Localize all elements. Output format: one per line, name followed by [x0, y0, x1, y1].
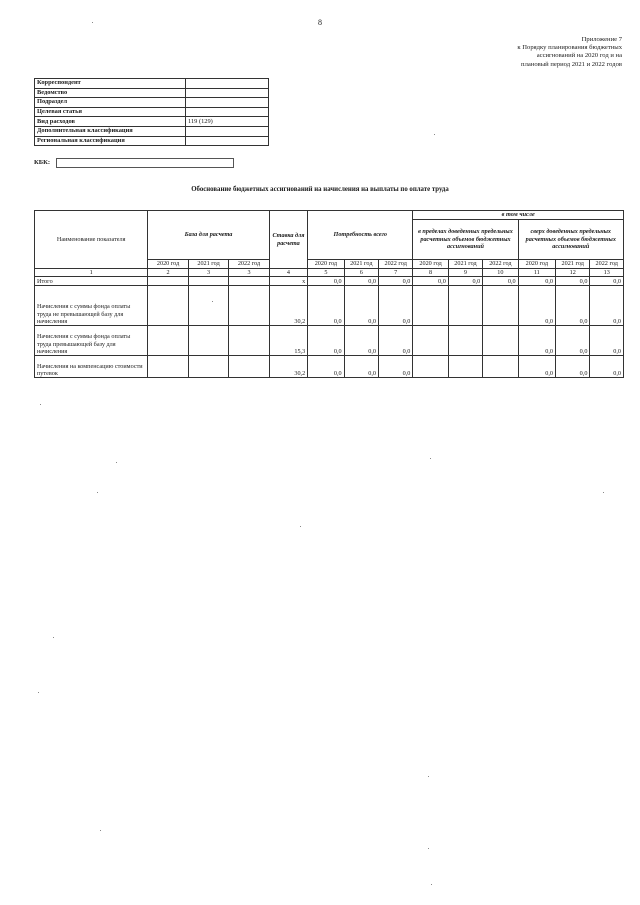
scan-speck: [100, 830, 101, 831]
value-cell: 0,0: [344, 326, 378, 356]
value-cell: 0,0: [556, 286, 590, 326]
meta-value: [186, 88, 269, 98]
value-cell: 0,0: [590, 286, 624, 326]
year-cell: 2021 год: [556, 260, 590, 269]
scan-speck: [300, 526, 301, 527]
base-cell: [229, 356, 269, 378]
year-cell: 2020 год: [308, 260, 344, 269]
value-cell: [448, 286, 482, 326]
calculation-table: [34, 210, 624, 378]
meta-value: [186, 107, 269, 117]
value-cell: 0,0: [344, 286, 378, 326]
value-cell: 0,0: [556, 356, 590, 378]
value-cell: 0,0: [308, 326, 344, 356]
scan-speck: [434, 134, 435, 135]
scan-speck: [430, 458, 431, 459]
header-base: База для расчета: [148, 211, 269, 260]
value-cell: 0,0: [308, 286, 344, 326]
year-cell: 2020 год: [148, 260, 188, 269]
base-cell: [229, 326, 269, 356]
base-cell: [188, 277, 228, 286]
column-number: 2: [148, 269, 188, 277]
header-within-limits: в пределах доведенных предельных расчетных объемов бюджетных ассигнований: [413, 220, 518, 260]
meta-value: [186, 98, 269, 108]
meta-row: [35, 79, 269, 89]
meta-value: [186, 126, 269, 136]
column-number: 3: [229, 269, 269, 277]
column-number: 5: [308, 269, 344, 277]
value-cell: 0,0: [378, 356, 412, 378]
value-cell: 0,0: [308, 277, 344, 286]
year-cell: 2022 год: [378, 260, 412, 269]
value-cell: 0,0: [378, 277, 412, 286]
meta-row: [35, 117, 269, 127]
appendix-line: к Порядку планирования бюджетных: [517, 44, 622, 52]
column-number-row: [35, 269, 624, 277]
header-name: Наименование показателя: [35, 211, 148, 269]
rate-cell: х: [269, 277, 307, 286]
year-cell: 2022 год: [590, 260, 624, 269]
base-cell: [229, 286, 269, 326]
rate-cell: 15,3: [269, 326, 307, 356]
base-cell: [229, 277, 269, 286]
row-name: Начисления с суммы фонда оплаты труда не превышающей базу для начисления: [35, 286, 148, 326]
value-cell: 0,0: [378, 286, 412, 326]
meta-value: 119 (129): [186, 117, 269, 127]
meta-row: [35, 88, 269, 98]
meta-value: [186, 79, 269, 89]
value-cell: 0,0: [344, 356, 378, 378]
value-cell: [483, 356, 518, 378]
scan-speck: [38, 692, 39, 693]
appendix-line: Приложение 7: [581, 36, 622, 43]
value-cell: [413, 356, 448, 378]
scan-speck: [603, 492, 604, 493]
value-cell: [413, 286, 448, 326]
table-row: [35, 326, 624, 356]
value-cell: 0,0: [556, 277, 590, 286]
year-cell: 2021 год: [188, 260, 228, 269]
scan-speck: [116, 462, 117, 463]
scan-speck: [428, 776, 429, 777]
year-cell: 2021 год: [344, 260, 378, 269]
year-cell: 2022 год: [229, 260, 269, 269]
scan-speck: [97, 492, 98, 493]
value-cell: 0,0: [448, 277, 482, 286]
appendix-line: ассигнований на 2020 год и на: [536, 52, 622, 60]
header-need: Потребность всего: [308, 211, 413, 260]
meta-label: Подраздел: [35, 98, 186, 108]
year-cell: 2021 год: [448, 260, 482, 269]
value-cell: 0,0: [483, 277, 518, 286]
value-cell: 0,0: [518, 326, 555, 356]
column-number: 4: [269, 269, 307, 277]
table-row: [35, 286, 624, 326]
column-number: 9: [448, 269, 482, 277]
value-cell: 0,0: [590, 356, 624, 378]
base-cell: [148, 356, 188, 378]
base-cell: [188, 326, 228, 356]
base-cell: [188, 356, 228, 378]
scan-speck: [53, 637, 54, 638]
year-cell: 2022 год: [483, 260, 518, 269]
value-cell: [413, 326, 448, 356]
column-number: 8: [413, 269, 448, 277]
column-number: 3: [188, 269, 228, 277]
value-cell: 0,0: [344, 277, 378, 286]
year-cell: 2020 год: [413, 260, 448, 269]
value-cell: 0,0: [308, 356, 344, 378]
header-rate: Ставка для расчета: [269, 211, 307, 269]
meta-label: Вид расходов: [35, 117, 186, 127]
base-cell: [148, 326, 188, 356]
scan-speck: [40, 404, 41, 405]
meta-row: [35, 98, 269, 108]
meta-label: Корреспондент: [35, 79, 186, 89]
meta-row: [35, 126, 269, 136]
column-number: 12: [556, 269, 590, 277]
meta-row: [35, 107, 269, 117]
value-cell: 0,0: [590, 277, 624, 286]
rate-cell: 30,2: [269, 356, 307, 378]
value-cell: 0,0: [413, 277, 448, 286]
meta-label: Ведомство: [35, 88, 186, 98]
column-number: 7: [378, 269, 412, 277]
column-number: 13: [590, 269, 624, 277]
value-cell: [448, 356, 482, 378]
base-cell: [188, 286, 228, 326]
meta-label: Региональная классификация: [35, 136, 186, 146]
value-cell: [483, 326, 518, 356]
value-cell: 0,0: [518, 356, 555, 378]
row-name: Начисления на компенсацию стоимости путевок: [35, 356, 148, 378]
value-cell: 0,0: [590, 326, 624, 356]
classification-table: [34, 78, 269, 146]
scan-speck: [428, 848, 429, 849]
header-including: в том числе: [413, 211, 624, 220]
column-number: 6: [344, 269, 378, 277]
base-cell: [148, 286, 188, 326]
row-name: Начисления с суммы фонда оплаты труда превышающей базу для начисления: [35, 326, 148, 356]
appendix-line: плановый период 2021 и 2022 годов: [521, 60, 622, 68]
rate-cell: 30,2: [269, 286, 307, 326]
value-cell: [483, 286, 518, 326]
value-cell: 0,0: [556, 326, 590, 356]
year-cell: 2020 год: [518, 260, 555, 269]
appendix-note: [412, 36, 622, 69]
value-cell: [448, 326, 482, 356]
value-cell: 0,0: [518, 286, 555, 326]
column-number: 10: [483, 269, 518, 277]
meta-row: [35, 136, 269, 146]
meta-label: Целевая статья: [35, 107, 186, 117]
meta-label: Дополнительная классификация: [35, 126, 186, 136]
row-name: Итого: [35, 277, 148, 286]
base-cell: [148, 277, 188, 286]
scan-speck: [92, 22, 93, 23]
kbk-field: [56, 158, 234, 168]
table-row: [35, 356, 624, 378]
document-title: Обоснование бюджетных ассигнований на начисления на выплаты по оплате труда: [191, 186, 449, 193]
column-number: 1: [35, 269, 148, 277]
page-number: 8: [318, 18, 322, 27]
kbk-label: КБК:: [34, 159, 51, 166]
value-cell: 0,0: [378, 326, 412, 356]
scan-speck: [431, 884, 432, 885]
scan-speck: [212, 301, 213, 302]
header-above-limits: сверх доведенных предельных расчетных объемов бюджетных ассигнований: [518, 220, 623, 260]
column-number: 11: [518, 269, 555, 277]
table-row: [35, 277, 624, 286]
header-row: [35, 211, 624, 220]
value-cell: 0,0: [518, 277, 555, 286]
meta-value: [186, 136, 269, 146]
